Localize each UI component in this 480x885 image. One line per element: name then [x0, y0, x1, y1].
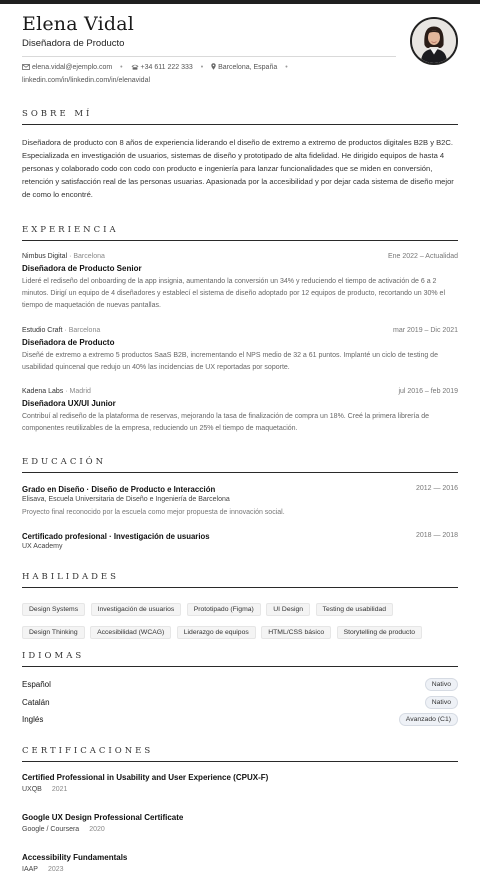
company-location: Barcelona — [73, 253, 105, 260]
language-level-badge: Nativo — [425, 696, 458, 709]
education-title: Certificado profesional · Investigación de usuarios — [22, 532, 210, 541]
contact-separator: • — [120, 64, 123, 71]
experience-item — [22, 327, 458, 374]
experience-meta — [22, 388, 458, 395]
education-dates: 2018 — 2018 — [415, 532, 458, 539]
education-item — [22, 532, 458, 550]
certification-issuer: Google / Coursera — [22, 826, 80, 833]
top-accent-bar — [0, 0, 480, 4]
certification-name: Google UX Design Professional Certificate — [22, 813, 184, 822]
section-divider — [22, 472, 458, 473]
location-text: Barcelona, España — [218, 64, 278, 71]
phone-contact[interactable] — [129, 64, 195, 71]
skill-tag: HTML/CSS básico — [261, 626, 331, 639]
section-title-about: SOBRE MÍ — [22, 109, 93, 119]
meta-separator: · — [67, 253, 74, 260]
section-divider — [22, 587, 458, 588]
section-divider — [22, 124, 458, 125]
section-divider — [22, 240, 458, 241]
certification-item — [22, 773, 458, 793]
skill-tag: Accesibilidad (WCAG) — [90, 626, 171, 639]
certification-year: 2020 — [89, 826, 105, 833]
skills-list — [22, 598, 458, 644]
mail-icon — [22, 64, 30, 70]
language-name: Catalán — [22, 698, 50, 707]
education-note: Proyecto final reconocido por la escuela como mejor propuesta de innovación social. — [22, 509, 285, 516]
certification-issuer: IAAP — [22, 866, 38, 873]
skill-tag: Storytelling de producto — [337, 626, 422, 639]
experience-dates: mar 2019 – Dic 2021 — [393, 327, 458, 334]
company-name: Kadena Labs — [22, 388, 64, 395]
certification-item — [22, 853, 458, 873]
education-school: Elisava, Escuela Universitaria de Diseño e Ingeniería de Barcelona — [22, 496, 230, 503]
email-contact[interactable] — [22, 64, 114, 71]
meta-separator: · — [62, 327, 69, 334]
certification-issuer-line — [22, 866, 458, 873]
section-divider — [22, 666, 458, 667]
candidate-name: Elena Vidal — [22, 13, 135, 35]
contact-separator: • — [285, 64, 288, 71]
certification-issuer: UXQB — [22, 786, 42, 793]
email-text: elena.vidal@ejemplo.com — [31, 64, 113, 71]
company-location: Madrid — [69, 388, 91, 395]
education-title: Grado en Diseño · Diseño de Producto e Interacción — [22, 485, 216, 494]
meta-separator: · — [63, 388, 70, 395]
section-title-certifications: CERTIFICACIONES — [22, 746, 154, 756]
contact-info — [22, 61, 402, 87]
education-item — [22, 485, 458, 516]
skill-tag: Design Systems — [22, 603, 85, 616]
language-name: Español — [22, 680, 51, 689]
location-contact — [209, 64, 279, 71]
about-text: Diseñadora de producto con 8 años de experiencia liderando el diseño de extremo a extremo de productos digitales B2B y B2C. Especializada en investigación de usuarios, sistemas de diseño y prototipado de alta fidelidad. He dirigido equipos de hasta 4 personas y colaborado codo con codo con producto e ingeniería para lanzar funcionalidades que se miden en conversión, retención y satisfacción real de las personas usuarias. Apasionada por la accesibilidad y por dejar cada sistema de diseño mejor de como lo encontré. — [22, 138, 454, 199]
experience-dates: Ene 2022 – Actualidad — [387, 253, 458, 260]
experience-description: Contribuí al rediseño de la plataforma de reservas, mejorando la tasa de finalización de compra un 18%. Creé la primera librería de componentes reutilizables de la empresa, reduciendo un 25% el tiempo de maquetación. — [22, 413, 429, 432]
experience-title: Diseñadora de Producto — [22, 338, 115, 347]
contact-separator: • — [200, 64, 204, 71]
certification-name: Accessibility Fundamentals — [22, 853, 128, 862]
certification-year: 2021 — [51, 786, 68, 793]
skill-tag: Prototipado (Figma) — [187, 603, 261, 616]
certification-issuer-line — [22, 826, 458, 833]
certification-name: Certified Professional in Usability and User Experience (CPUX-F) — [22, 773, 269, 782]
language-row — [22, 678, 458, 692]
location-pin-icon — [211, 63, 216, 70]
language-level-badge: Nativo — [425, 678, 458, 691]
language-level-badge: Avanzado (C1) — [399, 713, 458, 726]
section-title-education: EDUCACIÓN — [22, 457, 107, 467]
linkedin-link[interactable]: linkedin.com/in/linkedin.com/in/elenavidal — [22, 77, 151, 84]
experience-description: Lideré el rediseño del onboarding de la app insignia, aumentando la conversión un 34% y reduciendo el tiempo de activación de 6 a 2 minutos. Dirigí un equipo de 4 diseñadores y establecí el sistema de diseño adoptado por 12 equipos de producto, recortando un 30% el tiempo de maquetación de nuevas pantallas. — [22, 278, 445, 309]
profile-photo — [412, 19, 456, 63]
company-name: Nimbus Digital — [22, 253, 68, 260]
header-divider — [22, 56, 396, 57]
experience-title: Diseñadora de Producto Senior — [22, 264, 142, 273]
section-title-languages: IDIOMAS — [22, 651, 85, 661]
education-school: UX Academy — [22, 543, 63, 550]
experience-item — [22, 253, 458, 312]
education-dates: 2012 — 2016 — [415, 485, 458, 492]
experience-title: Diseñadora UX/UI Junior — [22, 399, 116, 408]
skill-tag: Testing de usabilidad — [316, 603, 393, 616]
language-row — [22, 713, 458, 727]
skill-tag: UI Design — [266, 603, 310, 616]
section-title-skills: HABILIDADES — [22, 572, 119, 582]
certification-year: 2023 — [47, 866, 64, 873]
skill-tag: Investigación de usuarios — [91, 603, 182, 616]
phone-icon — [131, 64, 139, 70]
candidate-role: Diseñadora de Producto — [22, 38, 125, 49]
experience-description: Diseñé de extremo a extremo 5 productos SaaS B2B, incrementando el NPS medio de 32 a 61 puntos. Implanté un ciclo de testing de usabilidad quincenal que redujo un 40% las incidencias de UX reportadas por soporte. — [22, 352, 438, 371]
certification-issuer-line — [22, 786, 458, 793]
section-divider — [22, 761, 458, 762]
company-name: Estudio Craft — [22, 327, 63, 334]
experience-item — [22, 388, 458, 435]
certification-item — [22, 813, 458, 833]
avatar — [410, 17, 458, 65]
phone-text: +34 611 222 333 — [140, 64, 193, 71]
experience-dates: jul 2016 – feb 2019 — [398, 388, 458, 395]
section-title-experience: EXPERIENCIA — [22, 225, 119, 235]
language-row — [22, 696, 458, 710]
skill-tag: Design Thinking — [22, 626, 85, 639]
company-location: Barcelona — [68, 327, 101, 334]
language-name: Inglés — [22, 715, 44, 724]
skill-tag: Liderazgo de equipos — [177, 626, 256, 639]
